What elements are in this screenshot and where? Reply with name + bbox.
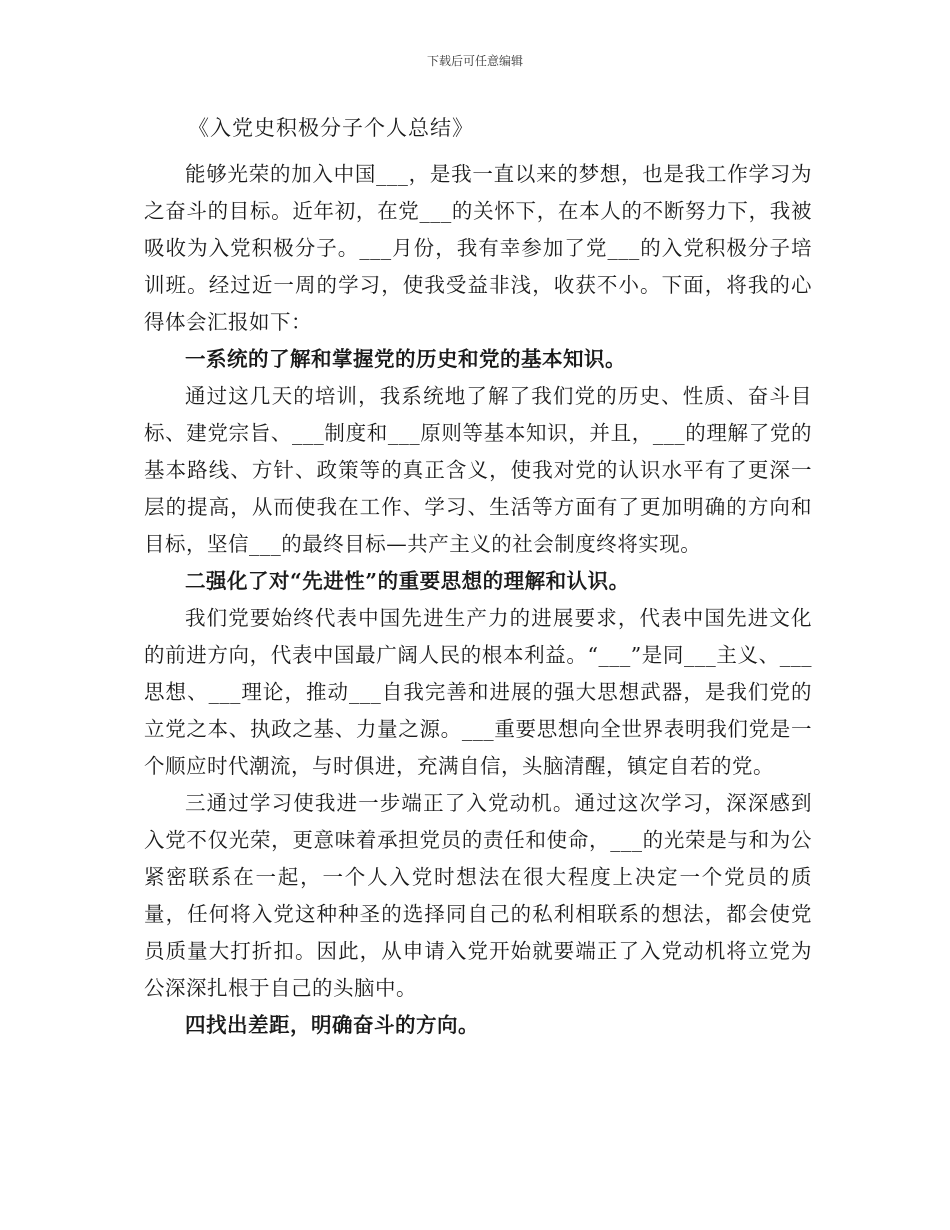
paragraph-section-3: 三通过学习使我进一步端正了入党动机。通过这次学习，深深感到入党不仅光荣，更意味着承担党员的责任和使命，___的光荣是与和为公紧密联系在一起，一个人入党时想法在很大程度上决定一个党员的质量，任何将入党这种种圣的选择同自己的私利相联系的想法，都会使党员质量大打折扣。因此，从申请入党开始就要端正了入党动机将立党为公深深扎根于自己的头脑中。 <box>144 791 812 1000</box>
paragraph-intro: 能够光荣的加入中国___，是我一直以来的梦想，也是我工作学习为之奋斗的目标。近年初，在党___的关怀下，在本人的不断努力下，我被吸收为入党积极分子。___月份，我有幸参加了党___的入党积极分子培训班。经过近一周的学习，使我受益非浅，收获不小。下面，将我的心得体会汇报如下： <box>144 162 812 334</box>
section-heading-2: 二强化了对“先进性”的重要思想的理解和认识。 <box>185 569 630 593</box>
page-header-note: 下载后可任意编辑 <box>426 54 523 68</box>
document-title: 《入党史积极分子个人总结》 <box>188 116 474 140</box>
document-body <box>144 156 812 1044</box>
section-heading-4: 四找出差距，明确奋斗的方向。 <box>185 1013 479 1037</box>
section-heading-1: 一系统的了解和掌握党的历史和党的基本知识。 <box>185 347 626 371</box>
paragraph-section-2: 我们党要始终代表中国先进生产力的进展要求，代表中国先进文化的前进方向，代表中国最广阔人民的根本利益。“___”是同___主义、___思想、___理论，推动___自我完善和进展的强大思想武器，是我们党的立党之本、执政之基、力量之源。___重要思想向全世界表明我们党是一个顺应时代潮流，与时俱进，充满自信，头脑清醒，镇定自若的党。 <box>144 606 812 778</box>
paragraph-section-1: 通过这几天的培训，我系统地了解了我们党的历史、性质、奋斗目标、建党宗旨、___制度和___原则等基本知识，并且，___的理解了党的基本路线、方针、政策等的真正含义，使我对党的认识水平有了更深一层的提高，从而使我在工作、学习、生活等方面有了更加明确的方向和目标，坚信___的最终目标—共产主义的社会制度终将实现。 <box>144 384 812 556</box>
